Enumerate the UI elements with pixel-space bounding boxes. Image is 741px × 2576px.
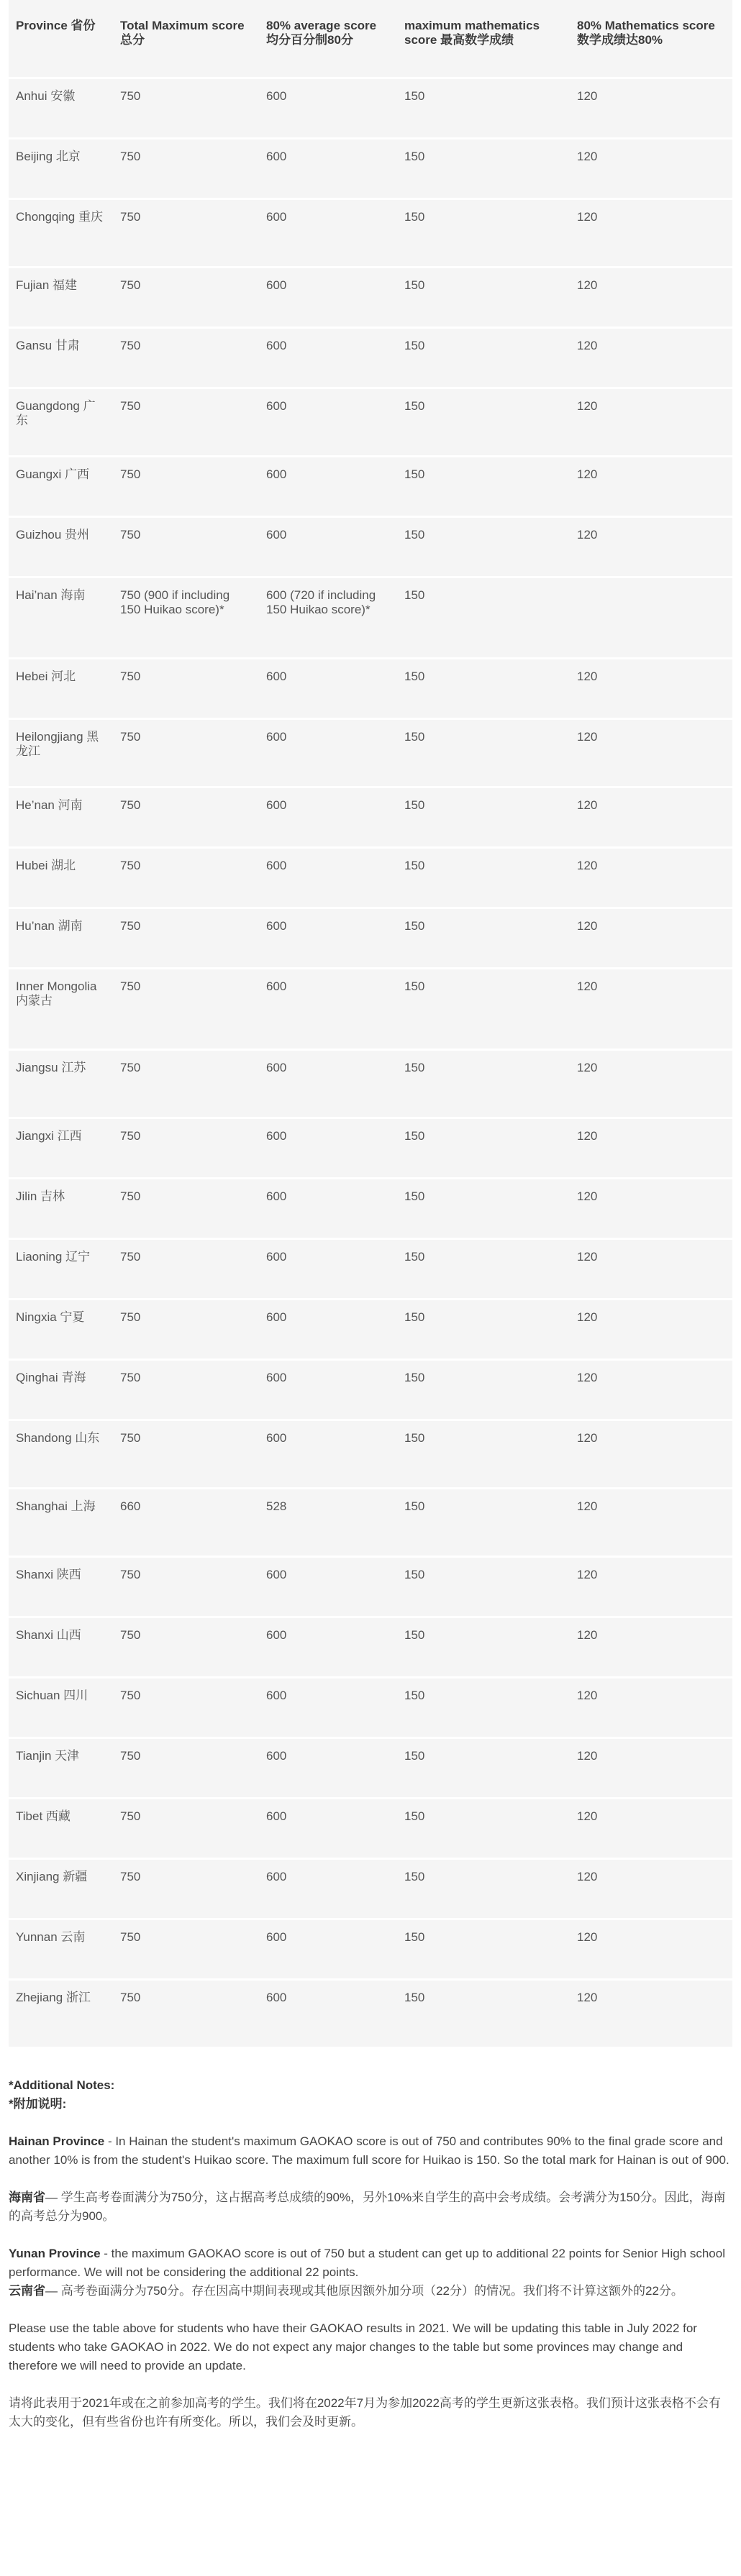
cell-total-max-score: 750 [113, 720, 259, 788]
cell-province: Chongqing 重庆 [9, 200, 113, 268]
cell-80-math-score: 120 [570, 329, 732, 389]
cell-province: Hubei 湖北 [9, 849, 113, 909]
cell-80-math-score: 120 [570, 788, 732, 849]
update-note-cn: 请将此表用于2021年或在之前参加高考的学生。我们将在2022年7月为参加2022高考的学生更新这张表格。我们预计这张表格不会有太大的变化，但有些省份也许有所变化。所以，我们会及时更新。 [9, 2396, 721, 2429]
cell-total-max-score: 750 [113, 329, 259, 389]
header-80-average-score: 80% average score 均分百分制80分 [259, 0, 397, 79]
table-row [9, 1799, 732, 1860]
cell-80-math-score: 120 [570, 1678, 732, 1739]
cell-total-max-score: 660 [113, 1489, 259, 1558]
cell-max-math-score: 150 [397, 969, 570, 1051]
cell-80-average-score: 600 [259, 1240, 397, 1300]
cell-80-math-score: 120 [570, 1799, 732, 1860]
cell-80-math-score [570, 578, 732, 659]
hainan-cn-text: — 学生高考卷面满分为750分，这占据高考总成绩的90%，另外10%来自学生的高中会考成绩。会考满分为150分。因此，海南的高考总分为900。 [9, 2191, 726, 2223]
cell-province: He’nan 河南 [9, 788, 113, 849]
table-row [9, 849, 732, 909]
cell-80-math-score: 120 [570, 1240, 732, 1300]
table-row [9, 720, 732, 788]
table-row [9, 1051, 732, 1119]
cell-80-average-score: 600 [259, 329, 397, 389]
cell-max-math-score: 150 [397, 1300, 570, 1361]
table-row [9, 140, 732, 200]
cell-province: Fujian 福建 [9, 268, 113, 329]
table-header-row [9, 0, 732, 79]
cell-max-math-score: 150 [397, 389, 570, 457]
table-row [9, 1558, 732, 1618]
cell-max-math-score: 150 [397, 720, 570, 788]
table-row [9, 909, 732, 969]
cell-province: Jiangsu 江苏 [9, 1051, 113, 1119]
cell-max-math-score: 150 [397, 457, 570, 518]
cell-total-max-score: 750 [113, 909, 259, 969]
hainan-note [9, 2132, 732, 2170]
cell-80-average-score: 600 [259, 1739, 397, 1799]
cell-80-math-score: 120 [570, 909, 732, 969]
cell-max-math-score: 150 [397, 1860, 570, 1920]
cell-80-average-score: 600 [259, 268, 397, 329]
cell-max-math-score: 150 [397, 1489, 570, 1558]
cell-80-math-score: 120 [570, 1119, 732, 1179]
header-total-max-score: Total Maximum score 总分 [113, 0, 259, 79]
cell-max-math-score: 150 [397, 1739, 570, 1799]
cell-80-math-score: 120 [570, 1361, 732, 1421]
cell-total-max-score: 750 [113, 200, 259, 268]
cell-80-math-score: 120 [570, 1558, 732, 1618]
yunnan-note [9, 2244, 732, 2282]
cell-province: Xinjiang 新疆 [9, 1860, 113, 1920]
cell-80-average-score: 600 [259, 849, 397, 909]
table-row [9, 1119, 732, 1179]
table-body [9, 79, 732, 2049]
table-row [9, 1300, 732, 1361]
cell-80-math-score: 120 [570, 1920, 732, 1981]
table-row [9, 79, 732, 140]
cell-80-average-score: 600 [259, 457, 397, 518]
table-row [9, 518, 732, 578]
cell-total-max-score: 750 [113, 389, 259, 457]
cell-total-max-score: 750 [113, 1361, 259, 1421]
cell-max-math-score: 150 [397, 1981, 570, 2049]
cell-80-average-score: 600 [259, 1860, 397, 1920]
cell-total-max-score: 750 [113, 969, 259, 1051]
cell-80-math-score: 120 [570, 659, 732, 720]
cell-province: Jilin 吉林 [9, 1179, 113, 1240]
cell-80-average-score: 600 [259, 659, 397, 720]
cell-max-math-score: 150 [397, 1618, 570, 1678]
table-row [9, 1361, 732, 1421]
cell-80-average-score: 600 [259, 140, 397, 200]
cell-province: Shanxi 陕西 [9, 1558, 113, 1618]
cell-province: Guangdong 广东 [9, 389, 113, 457]
cell-80-average-score: 528 [259, 1489, 397, 1558]
hainan-text: - In Hainan the student's maximum GAOKAO score is out of 750 and contributes 90% to the final grade score and another 10% is from the student's Huikao score. The maximum full score for Huikao is 150. So the total mark for Hainan is out of 900. [9, 2134, 729, 2167]
cell-total-max-score: 750 [113, 1618, 259, 1678]
table-row [9, 578, 732, 659]
cell-80-math-score: 120 [570, 1981, 732, 2049]
cell-80-average-score: 600 [259, 909, 397, 969]
cell-80-average-score: 600 [259, 1179, 397, 1240]
cell-max-math-score: 150 [397, 788, 570, 849]
cell-province: Zhejiang 浙江 [9, 1981, 113, 2049]
cell-80-math-score: 120 [570, 849, 732, 909]
cell-80-math-score: 120 [570, 720, 732, 788]
table-row [9, 1920, 732, 1981]
cell-max-math-score: 150 [397, 79, 570, 140]
cell-province: Jiangxi 江西 [9, 1119, 113, 1179]
cell-total-max-score: 750 [113, 140, 259, 200]
cell-80-math-score: 120 [570, 1489, 732, 1558]
table-row [9, 457, 732, 518]
cell-80-math-score: 120 [570, 457, 732, 518]
notes-heading-en: *Additional Notes: [9, 2078, 115, 2092]
cell-province: Hai’nan 海南 [9, 578, 113, 659]
table-row [9, 1678, 732, 1739]
cell-province: Shanghai 上海 [9, 1489, 113, 1558]
header-80-math-score: 80% Mathematics score 数学成绩达80% [570, 0, 732, 79]
update-note-en: Please use the table above for students who have their GAOKAO results in 2021. We will be updating this table in July 2022 for students who take GAOKAO in 2022. We do not expect any major changes to the table but some provinces may change and therefore we will need to provide an update. [9, 2321, 697, 2372]
additional-notes [0, 2049, 741, 2431]
gaokao-score-table [9, 0, 732, 2049]
cell-province: Inner Mongolia 内蒙古 [9, 969, 113, 1051]
cell-80-math-score: 120 [570, 268, 732, 329]
cell-80-average-score: 600 [259, 1051, 397, 1119]
cell-province: Shandong 山东 [9, 1421, 113, 1489]
cell-total-max-score: 750 [113, 849, 259, 909]
cell-80-average-score: 600 [259, 1678, 397, 1739]
cell-80-average-score: 600 [259, 79, 397, 140]
hainan-label: Hainan Province [9, 2134, 105, 2148]
cell-total-max-score: 750 [113, 1421, 259, 1489]
cell-max-math-score: 150 [397, 1799, 570, 1860]
cell-province: Gansu 甘肃 [9, 329, 113, 389]
hainan-cn-label: 海南省 [9, 2191, 45, 2204]
cell-80-math-score: 120 [570, 79, 732, 140]
cell-max-math-score: 150 [397, 1361, 570, 1421]
table-row [9, 1179, 732, 1240]
table-row [9, 1618, 732, 1678]
cell-max-math-score: 150 [397, 140, 570, 200]
table-row [9, 788, 732, 849]
table-row [9, 329, 732, 389]
cell-max-math-score: 150 [397, 1421, 570, 1489]
cell-province: Anhui 安徽 [9, 79, 113, 140]
cell-80-average-score: 600 [259, 1119, 397, 1179]
cell-80-math-score: 120 [570, 1179, 732, 1240]
cell-max-math-score: 150 [397, 1240, 570, 1300]
cell-province: Sichuan 四川 [9, 1678, 113, 1739]
cell-80-average-score: 600 [259, 1981, 397, 2049]
table-row [9, 1981, 732, 2049]
cell-80-math-score: 120 [570, 140, 732, 200]
cell-total-max-score: 750 [113, 1240, 259, 1300]
cell-total-max-score: 750 [113, 1051, 259, 1119]
table-row [9, 1860, 732, 1920]
hainan-note-cn [9, 2188, 732, 2226]
cell-80-math-score: 120 [570, 1421, 732, 1489]
cell-province: Yunnan 云南 [9, 1920, 113, 1981]
yunnan-text: - the maximum GAOKAO score is out of 750 but a student can get up to additional 22 points for Senior High school performance. We will not be considering the additional 22 points. [9, 2247, 725, 2279]
table-row [9, 1739, 732, 1799]
cell-total-max-score: 750 [113, 1739, 259, 1799]
cell-max-math-score: 150 [397, 518, 570, 578]
cell-80-math-score: 120 [570, 389, 732, 457]
cell-province: Hu’nan 湖南 [9, 909, 113, 969]
cell-max-math-score: 150 [397, 1119, 570, 1179]
cell-total-max-score: 750 [113, 1300, 259, 1361]
cell-total-max-score: 750 [113, 457, 259, 518]
cell-total-max-score: 750 [113, 1860, 259, 1920]
cell-total-max-score: 750 [113, 1119, 259, 1179]
yunnan-label: Yunan Province [9, 2247, 101, 2260]
cell-max-math-score: 150 [397, 200, 570, 268]
notes-heading-cn: *附加说明: [9, 2097, 67, 2111]
cell-max-math-score: 150 [397, 1920, 570, 1981]
table-row [9, 1240, 732, 1300]
table-row [9, 1489, 732, 1558]
cell-province: Shanxi 山西 [9, 1618, 113, 1678]
cell-80-average-score: 600 [259, 1799, 397, 1860]
cell-province: Tibet 西藏 [9, 1799, 113, 1860]
table-row [9, 200, 732, 268]
header-province: Province 省份 [9, 0, 113, 79]
cell-80-average-score: 600 [259, 1920, 397, 1981]
cell-total-max-score: 750 [113, 1799, 259, 1860]
table-row [9, 969, 732, 1051]
cell-80-average-score: 600 [259, 1421, 397, 1489]
table-row [9, 1421, 732, 1489]
cell-total-max-score: 750 [113, 268, 259, 329]
yunnan-note-cn [9, 2282, 732, 2301]
cell-province: Beijing 北京 [9, 140, 113, 200]
cell-province: Tianjin 天津 [9, 1739, 113, 1799]
cell-total-max-score: 750 [113, 1558, 259, 1618]
cell-80-average-score: 600 [259, 788, 397, 849]
cell-total-max-score: 750 [113, 1920, 259, 1981]
cell-total-max-score: 750 [113, 1981, 259, 2049]
cell-80-math-score: 120 [570, 1860, 732, 1920]
yunnan-cn-text: — 高考卷面满分为750分。存在因高中期间表现或其他原因额外加分项（22分）的情况。我们将不计算这额外的22分。 [45, 2284, 683, 2298]
cell-total-max-score: 750 [113, 659, 259, 720]
cell-80-average-score: 600 [259, 720, 397, 788]
cell-80-average-score: 600 [259, 969, 397, 1051]
cell-max-math-score: 150 [397, 268, 570, 329]
cell-max-math-score: 150 [397, 578, 570, 659]
cell-80-average-score: 600 [259, 518, 397, 578]
cell-province: Liaoning 辽宁 [9, 1240, 113, 1300]
table-row [9, 389, 732, 457]
cell-80-math-score: 120 [570, 1051, 732, 1119]
cell-total-max-score: 750 (900 if including 150 Huikao score)* [113, 578, 259, 659]
table-row [9, 268, 732, 329]
cell-total-max-score: 750 [113, 1678, 259, 1739]
cell-max-math-score: 150 [397, 1558, 570, 1618]
cell-80-average-score: 600 (720 if including 150 Huikao score)* [259, 578, 397, 659]
cell-total-max-score: 750 [113, 518, 259, 578]
cell-total-max-score: 750 [113, 1179, 259, 1240]
cell-80-math-score: 120 [570, 1618, 732, 1678]
cell-max-math-score: 150 [397, 659, 570, 720]
cell-max-math-score: 150 [397, 909, 570, 969]
cell-province: Guangxi 广西 [9, 457, 113, 518]
cell-80-average-score: 600 [259, 1558, 397, 1618]
cell-total-max-score: 750 [113, 788, 259, 849]
cell-max-math-score: 150 [397, 849, 570, 909]
header-max-math-score: maximum mathematics score 最高数学成绩 [397, 0, 570, 79]
cell-total-max-score: 750 [113, 79, 259, 140]
cell-province: Guizhou 贵州 [9, 518, 113, 578]
cell-80-math-score: 120 [570, 969, 732, 1051]
yunnan-cn-label: 云南省 [9, 2284, 45, 2298]
table-row [9, 659, 732, 720]
cell-province: Ningxia 宁夏 [9, 1300, 113, 1361]
cell-80-math-score: 120 [570, 200, 732, 268]
cell-max-math-score: 150 [397, 329, 570, 389]
cell-province: Heilongjiang 黑龙江 [9, 720, 113, 788]
cell-80-average-score: 600 [259, 1618, 397, 1678]
cell-80-average-score: 600 [259, 200, 397, 268]
cell-80-average-score: 600 [259, 1300, 397, 1361]
cell-80-average-score: 600 [259, 389, 397, 457]
cell-max-math-score: 150 [397, 1678, 570, 1739]
cell-max-math-score: 150 [397, 1051, 570, 1119]
cell-max-math-score: 150 [397, 1179, 570, 1240]
cell-province: Hebei 河北 [9, 659, 113, 720]
cell-80-math-score: 120 [570, 1739, 732, 1799]
cell-province: Qinghai 青海 [9, 1361, 113, 1421]
cell-80-average-score: 600 [259, 1361, 397, 1421]
cell-80-math-score: 120 [570, 1300, 732, 1361]
cell-80-math-score: 120 [570, 518, 732, 578]
